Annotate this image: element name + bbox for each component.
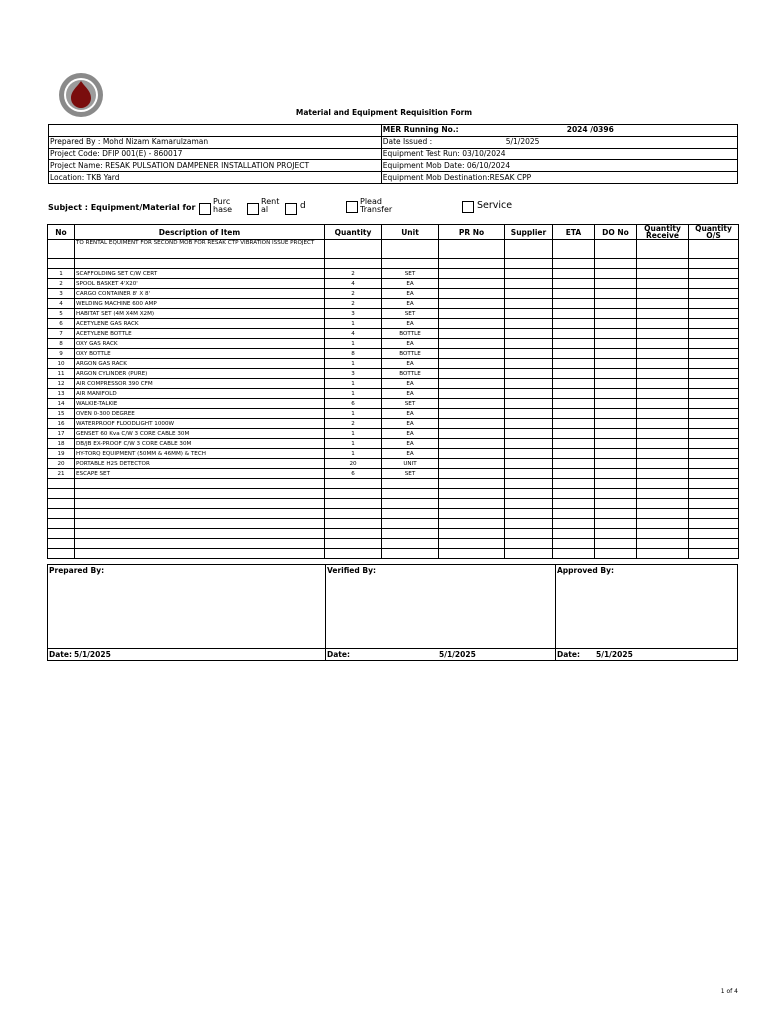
item-quantity-os bbox=[689, 309, 739, 319]
col-pr-no: PR No bbox=[439, 225, 505, 240]
item-no: 8 bbox=[48, 339, 75, 349]
blank-row bbox=[48, 499, 739, 509]
col-supplier: Supplier bbox=[505, 225, 553, 240]
item-pr-no bbox=[439, 279, 505, 289]
item-do-no bbox=[595, 459, 637, 469]
item-no: 5 bbox=[48, 309, 75, 319]
date-issued-value: 5/1/2025 bbox=[505, 137, 540, 147]
item-quantity-os bbox=[689, 449, 739, 459]
item-no: 2 bbox=[48, 279, 75, 289]
item-supplier bbox=[505, 459, 553, 469]
item-quantity-os bbox=[689, 319, 739, 329]
item-quantity: 3 bbox=[325, 369, 382, 379]
item-quantity-os bbox=[689, 329, 739, 339]
item-quantity: 1 bbox=[325, 339, 382, 349]
item-eta bbox=[553, 269, 595, 279]
item-eta bbox=[553, 469, 595, 479]
item-unit: EA bbox=[382, 279, 439, 289]
table-row bbox=[48, 419, 739, 429]
item-quantity-os bbox=[689, 459, 739, 469]
item-pr-no bbox=[439, 289, 505, 299]
blank-row bbox=[48, 489, 739, 499]
items-table bbox=[47, 224, 739, 559]
intro-row bbox=[48, 240, 739, 259]
table-row bbox=[48, 279, 739, 289]
item-no: 19 bbox=[48, 449, 75, 459]
item-quantity-receive bbox=[637, 399, 689, 409]
item-do-no bbox=[595, 349, 637, 359]
item-supplier bbox=[505, 449, 553, 459]
item-quantity-os bbox=[689, 289, 739, 299]
item-unit: EA bbox=[382, 439, 439, 449]
location: Location: TKB Yard bbox=[49, 172, 382, 184]
item-supplier bbox=[505, 299, 553, 309]
item-no: 12 bbox=[48, 379, 75, 389]
item-do-no bbox=[595, 319, 637, 329]
item-description: HABITAT SET (4M X4M X2M) bbox=[75, 309, 325, 319]
item-supplier bbox=[505, 399, 553, 409]
item-unit: EA bbox=[382, 389, 439, 399]
equipment-mob-destination: Equipment Mob Destination:RESAK CPP bbox=[381, 172, 737, 184]
item-no: 15 bbox=[48, 409, 75, 419]
table-row bbox=[48, 359, 739, 369]
item-do-no bbox=[595, 289, 637, 299]
item-quantity-receive bbox=[637, 279, 689, 289]
mer-value: 2024 /0396 bbox=[566, 125, 614, 135]
item-pr-no bbox=[439, 349, 505, 359]
item-description: ARGON GAS RACK bbox=[75, 359, 325, 369]
item-description: WELDING MACHINE 600 AMP bbox=[75, 299, 325, 309]
item-quantity: 2 bbox=[325, 419, 382, 429]
blank-row bbox=[48, 519, 739, 529]
item-unit: SET bbox=[382, 399, 439, 409]
option3-checkbox[interactable] bbox=[285, 203, 297, 215]
item-do-no bbox=[595, 269, 637, 279]
item-quantity-receive bbox=[637, 339, 689, 349]
item-quantity: 6 bbox=[325, 469, 382, 479]
item-quantity-receive bbox=[637, 289, 689, 299]
item-pr-no bbox=[439, 459, 505, 469]
item-supplier bbox=[505, 439, 553, 449]
table-row bbox=[48, 409, 739, 419]
item-quantity: 1 bbox=[325, 409, 382, 419]
signature-date-divider bbox=[48, 648, 737, 649]
item-quantity-receive bbox=[637, 419, 689, 429]
project-name: Project Name: RESAK PULSATION DAMPENER INSTALLATION PROJECT bbox=[49, 160, 382, 172]
item-eta bbox=[553, 459, 595, 469]
table-row bbox=[48, 269, 739, 279]
item-unit: BOTTLE bbox=[382, 329, 439, 339]
item-unit: EA bbox=[382, 339, 439, 349]
item-no: 21 bbox=[48, 469, 75, 479]
table-row bbox=[48, 329, 739, 339]
item-quantity-receive bbox=[637, 299, 689, 309]
mer-running-no bbox=[381, 125, 737, 137]
item-eta bbox=[553, 419, 595, 429]
item-pr-no bbox=[439, 299, 505, 309]
item-no: 18 bbox=[48, 439, 75, 449]
item-no: 17 bbox=[48, 429, 75, 439]
item-description: ESCAPE SET bbox=[75, 469, 325, 479]
table-row bbox=[48, 399, 739, 409]
item-pr-no bbox=[439, 269, 505, 279]
equipment-mob-date: Equipment Mob Date: 06/10/2024 bbox=[381, 160, 737, 172]
item-quantity-receive bbox=[637, 329, 689, 339]
item-quantity: 1 bbox=[325, 359, 382, 369]
items-header-row bbox=[48, 225, 739, 240]
date-issued-label: Date Issued : bbox=[382, 137, 433, 147]
header-info-table bbox=[48, 124, 738, 184]
item-no: 14 bbox=[48, 399, 75, 409]
item-pr-no bbox=[439, 419, 505, 429]
rental-checkbox[interactable] bbox=[247, 203, 259, 215]
col-quantity: Quantity bbox=[325, 225, 382, 240]
equipment-test-run: Equipment Test Run: 03/10/2024 bbox=[381, 148, 737, 160]
item-quantity: 4 bbox=[325, 279, 382, 289]
item-pr-no bbox=[439, 339, 505, 349]
item-eta bbox=[553, 429, 595, 439]
item-quantity: 2 bbox=[325, 299, 382, 309]
item-no: 6 bbox=[48, 319, 75, 329]
item-supplier bbox=[505, 419, 553, 429]
subject-row bbox=[48, 198, 748, 220]
project-code: Project Code: DFIP 001(E) - 860017 bbox=[49, 148, 382, 160]
item-pr-no bbox=[439, 369, 505, 379]
verified-date-value: 5/1/2025 bbox=[439, 650, 476, 659]
item-supplier bbox=[505, 409, 553, 419]
blank-row bbox=[48, 479, 739, 489]
table-row bbox=[48, 429, 739, 439]
approved-by-section bbox=[555, 565, 737, 660]
item-no: 20 bbox=[48, 459, 75, 469]
item-description: OXY GAS RACK bbox=[75, 339, 325, 349]
item-unit: SET bbox=[382, 269, 439, 279]
blank-row bbox=[48, 509, 739, 519]
item-no: 3 bbox=[48, 289, 75, 299]
item-no: 4 bbox=[48, 299, 75, 309]
item-pr-no bbox=[439, 359, 505, 369]
item-supplier bbox=[505, 359, 553, 369]
item-eta bbox=[553, 339, 595, 349]
item-quantity-receive bbox=[637, 359, 689, 369]
table-row bbox=[48, 449, 739, 459]
item-no: 7 bbox=[48, 329, 75, 339]
item-supplier bbox=[505, 469, 553, 479]
item-description: SCAFFOLDING SET C/W CERT bbox=[75, 269, 325, 279]
item-quantity-os bbox=[689, 439, 739, 449]
item-quantity: 1 bbox=[325, 379, 382, 389]
item-quantity: 3 bbox=[325, 309, 382, 319]
prepared-date-label: Date: bbox=[49, 650, 72, 659]
item-pr-no bbox=[439, 429, 505, 439]
item-description: OVEN 0-300 DEGREE bbox=[75, 409, 325, 419]
col-unit: Unit bbox=[382, 225, 439, 240]
item-description: ARGON CYLINDER (PURE) bbox=[75, 369, 325, 379]
service-checkbox[interactable] bbox=[462, 201, 474, 213]
table-row bbox=[48, 459, 739, 469]
item-unit: BOTTLE bbox=[382, 349, 439, 359]
item-eta bbox=[553, 359, 595, 369]
item-eta bbox=[553, 329, 595, 339]
item-unit: EA bbox=[382, 419, 439, 429]
item-supplier bbox=[505, 339, 553, 349]
item-pr-no bbox=[439, 329, 505, 339]
signature-block bbox=[47, 564, 738, 661]
date-issued bbox=[381, 136, 737, 148]
item-unit: BOTTLE bbox=[382, 369, 439, 379]
verified-by-label: Verified By: bbox=[327, 566, 376, 575]
approved-by-label: Approved By: bbox=[557, 566, 614, 575]
item-quantity-os bbox=[689, 389, 739, 399]
item-quantity: 8 bbox=[325, 349, 382, 359]
item-eta bbox=[553, 279, 595, 289]
item-do-no bbox=[595, 329, 637, 339]
item-eta bbox=[553, 389, 595, 399]
page-number: 1 of 4 bbox=[720, 988, 738, 995]
item-eta bbox=[553, 349, 595, 359]
item-quantity-receive bbox=[637, 449, 689, 459]
table-row bbox=[48, 309, 739, 319]
item-description: ACETYLENE BOTTLE bbox=[75, 329, 325, 339]
service-option-label: Service bbox=[477, 200, 513, 211]
item-supplier bbox=[505, 289, 553, 299]
approved-date-value: 5/1/2025 bbox=[596, 650, 633, 659]
item-quantity-os bbox=[689, 279, 739, 289]
item-eta bbox=[553, 439, 595, 449]
item-quantity-os bbox=[689, 369, 739, 379]
item-supplier bbox=[505, 279, 553, 289]
item-do-no bbox=[595, 399, 637, 409]
table-row bbox=[48, 369, 739, 379]
item-do-no bbox=[595, 309, 637, 319]
item-do-no bbox=[595, 419, 637, 429]
item-quantity-os bbox=[689, 419, 739, 429]
purchase-checkbox[interactable] bbox=[199, 203, 211, 215]
item-eta bbox=[553, 309, 595, 319]
item-eta bbox=[553, 449, 595, 459]
item-do-no bbox=[595, 359, 637, 369]
item-quantity-os bbox=[689, 349, 739, 359]
prepared-by-section bbox=[48, 565, 325, 660]
item-pr-no bbox=[439, 409, 505, 419]
col-quantity-os: Quantity O/S bbox=[689, 225, 739, 240]
item-unit: EA bbox=[382, 319, 439, 329]
transfer-option-label: Plead Transfer bbox=[360, 198, 393, 212]
item-quantity-receive bbox=[637, 369, 689, 379]
item-description: HY-TORQ EQUIPMENT (50MM & 46MM) & TECH bbox=[75, 449, 325, 459]
item-no: 10 bbox=[48, 359, 75, 369]
item-no: 11 bbox=[48, 369, 75, 379]
item-pr-no bbox=[439, 319, 505, 329]
prepared-by: Prepared By : Mohd Nizam Kamarulzaman bbox=[49, 136, 382, 148]
transfer-checkbox[interactable] bbox=[346, 201, 358, 213]
prepared-by-label: Prepared By: bbox=[49, 566, 105, 575]
table-row bbox=[48, 299, 739, 309]
item-supplier bbox=[505, 269, 553, 279]
item-do-no bbox=[595, 469, 637, 479]
blank-row bbox=[48, 259, 739, 269]
item-quantity-receive bbox=[637, 409, 689, 419]
col-quantity-receive: Quantity Receive bbox=[637, 225, 689, 240]
item-eta bbox=[553, 299, 595, 309]
table-row bbox=[48, 339, 739, 349]
table-row bbox=[48, 319, 739, 329]
approved-date-label: Date: bbox=[557, 650, 580, 659]
col-description: Description of Item bbox=[75, 225, 325, 240]
item-quantity-os bbox=[689, 469, 739, 479]
item-quantity-os bbox=[689, 359, 739, 369]
item-pr-no bbox=[439, 439, 505, 449]
item-quantity-os bbox=[689, 379, 739, 389]
item-quantity-os bbox=[689, 429, 739, 439]
item-supplier bbox=[505, 389, 553, 399]
item-description: ACETYLENE GAS RACK bbox=[75, 319, 325, 329]
item-do-no bbox=[595, 449, 637, 459]
item-quantity-receive bbox=[637, 389, 689, 399]
item-supplier bbox=[505, 349, 553, 359]
prepared-date-value: 5/1/2025 bbox=[74, 650, 111, 659]
col-no: No bbox=[48, 225, 75, 240]
item-quantity: 20 bbox=[325, 459, 382, 469]
item-unit: EA bbox=[382, 429, 439, 439]
col-eta: ETA bbox=[553, 225, 595, 240]
item-do-no bbox=[595, 429, 637, 439]
item-unit: EA bbox=[382, 359, 439, 369]
item-quantity: 1 bbox=[325, 319, 382, 329]
mer-label: MER Running No.: bbox=[382, 125, 459, 135]
item-no: 13 bbox=[48, 389, 75, 399]
item-description: AIR MANIFOLD bbox=[75, 389, 325, 399]
item-quantity: 4 bbox=[325, 329, 382, 339]
item-supplier bbox=[505, 379, 553, 389]
item-do-no bbox=[595, 379, 637, 389]
item-pr-no bbox=[439, 389, 505, 399]
item-unit: EA bbox=[382, 289, 439, 299]
item-quantity-os bbox=[689, 299, 739, 309]
blank-row bbox=[48, 529, 739, 539]
item-pr-no bbox=[439, 399, 505, 409]
item-quantity: 1 bbox=[325, 439, 382, 449]
item-quantity: 2 bbox=[325, 269, 382, 279]
item-quantity: 1 bbox=[325, 389, 382, 399]
item-quantity-receive bbox=[637, 379, 689, 389]
item-do-no bbox=[595, 409, 637, 419]
item-description: SPOOL BASKET 4'X20' bbox=[75, 279, 325, 289]
item-unit: EA bbox=[382, 449, 439, 459]
item-quantity: 6 bbox=[325, 399, 382, 409]
item-no: 16 bbox=[48, 419, 75, 429]
purchase-option-label: Purc hase bbox=[213, 198, 233, 212]
table-row bbox=[48, 349, 739, 359]
item-quantity-os bbox=[689, 269, 739, 279]
item-unit: EA bbox=[382, 409, 439, 419]
item-unit: SET bbox=[382, 309, 439, 319]
item-unit: EA bbox=[382, 379, 439, 389]
item-eta bbox=[553, 409, 595, 419]
item-description: DB/JB EX-PROOF C/W 3 CORE CABLE 30M bbox=[75, 439, 325, 449]
item-description: AIR COMPRESSOR 390 CFM bbox=[75, 379, 325, 389]
subject-label: Subject : Equipment/Material for bbox=[48, 203, 196, 212]
item-pr-no bbox=[439, 469, 505, 479]
item-eta bbox=[553, 399, 595, 409]
item-supplier bbox=[505, 329, 553, 339]
item-quantity-receive bbox=[637, 349, 689, 359]
verified-by-section bbox=[325, 565, 556, 660]
intro-description: TO RENTAL EQUIMENT FOR SECOND MOB FOR RESAK CTP VIBRATION ISSUE PROJECT bbox=[75, 240, 325, 259]
item-no: 1 bbox=[48, 269, 75, 279]
item-quantity-receive bbox=[637, 269, 689, 279]
table-row bbox=[48, 379, 739, 389]
table-row bbox=[48, 289, 739, 299]
item-unit: UNIT bbox=[382, 459, 439, 469]
item-description: PORTABLE H2S DETECTOR bbox=[75, 459, 325, 469]
item-quantity-receive bbox=[637, 439, 689, 449]
item-pr-no bbox=[439, 309, 505, 319]
item-description: WATERPROOF FLOODLIGHT 1000W bbox=[75, 419, 325, 429]
item-quantity-receive bbox=[637, 309, 689, 319]
item-quantity-receive bbox=[637, 459, 689, 469]
item-pr-no bbox=[439, 449, 505, 459]
item-unit: EA bbox=[382, 299, 439, 309]
item-quantity-receive bbox=[637, 429, 689, 439]
item-description: GENSET 60 Kva C/W 3 CORE CABLE 30M bbox=[75, 429, 325, 439]
item-quantity-os bbox=[689, 409, 739, 419]
rental-option-label: Rent al bbox=[261, 198, 280, 212]
item-quantity: 1 bbox=[325, 429, 382, 439]
item-do-no bbox=[595, 339, 637, 349]
item-description: OXY BOTTLE bbox=[75, 349, 325, 359]
item-do-no bbox=[595, 279, 637, 289]
item-supplier bbox=[505, 429, 553, 439]
item-quantity-os bbox=[689, 399, 739, 409]
table-row bbox=[48, 389, 739, 399]
item-quantity: 1 bbox=[325, 449, 382, 459]
item-quantity-receive bbox=[637, 469, 689, 479]
item-quantity-receive bbox=[637, 319, 689, 329]
item-supplier bbox=[505, 309, 553, 319]
form-title: Material and Equipment Requisition Form bbox=[295, 108, 473, 117]
blank-row bbox=[48, 549, 739, 559]
item-supplier bbox=[505, 369, 553, 379]
item-eta bbox=[553, 289, 595, 299]
item-no: 9 bbox=[48, 349, 75, 359]
item-description: WALKIE-TALKIE bbox=[75, 399, 325, 409]
item-eta bbox=[553, 319, 595, 329]
table-row bbox=[48, 469, 739, 479]
item-unit: SET bbox=[382, 469, 439, 479]
item-description: CARGO CONTAINER 8' X 8' bbox=[75, 289, 325, 299]
item-supplier bbox=[505, 319, 553, 329]
verified-date-label: Date: bbox=[327, 650, 350, 659]
blank-row bbox=[48, 539, 739, 549]
item-quantity: 2 bbox=[325, 289, 382, 299]
table-row bbox=[48, 439, 739, 449]
item-quantity-os bbox=[689, 339, 739, 349]
item-eta bbox=[553, 369, 595, 379]
option3-label: d bbox=[300, 201, 306, 211]
col-do-no: DO No bbox=[595, 225, 637, 240]
item-do-no bbox=[595, 369, 637, 379]
item-do-no bbox=[595, 389, 637, 399]
item-do-no bbox=[595, 439, 637, 449]
item-pr-no bbox=[439, 379, 505, 389]
item-do-no bbox=[595, 299, 637, 309]
item-eta bbox=[553, 379, 595, 389]
